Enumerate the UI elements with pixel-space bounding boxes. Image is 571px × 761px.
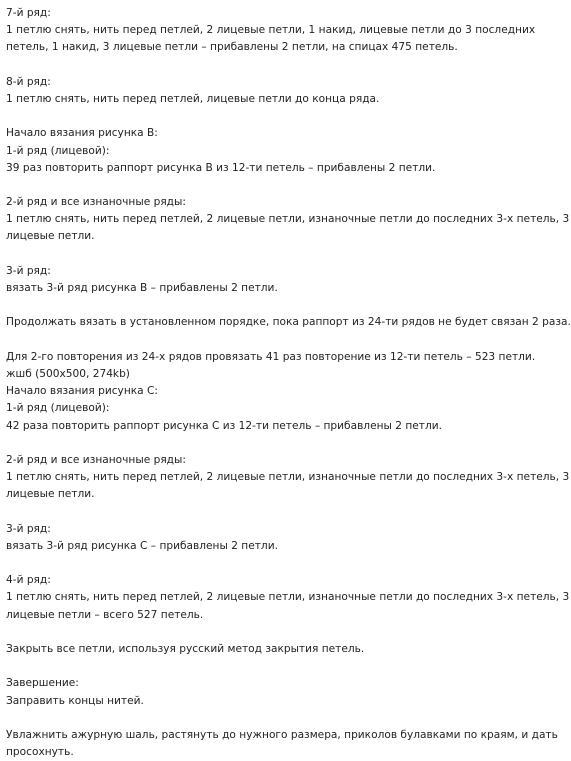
text-line: петель, 1 накид, 3 лицевые петли – прибавлены 2 петли, на спицах 475 петель. (6, 41, 458, 54)
text-line: 1 петлю снять, нить перед петлей, 2 лицевые петли, изнаночные петли до последних 3-х петель, 3 (6, 591, 570, 604)
paragraph-gap (6, 624, 488, 641)
paragraph-gap (6, 177, 488, 194)
text-line: Заправить концы нитей. (6, 694, 144, 707)
paragraph-gap (6, 435, 488, 452)
knitting-instructions-document (6, 5, 571, 761)
paragraph-gap (6, 332, 488, 349)
text-line: вязать 3-й ряд рисунка С – прибавлены 2 петли. (6, 539, 278, 552)
text-line: лицевые петли – всего 527 петель. (6, 608, 204, 621)
text-line: 7-й ряд: (6, 7, 51, 19)
text-line: 4-й ряд: (6, 574, 51, 587)
paragraph-gap (6, 246, 488, 263)
text-line: Завершение: (6, 677, 79, 690)
text-line: 2-й ряд и все изнаночные ряды: (6, 196, 186, 209)
text-line: Закрыть все петли, используя русский метод закрытия петель. (6, 642, 365, 655)
image-caption: жшб (500x500, 274kb) (6, 367, 130, 380)
text-line: Увлажнить ажурную шаль, растянуть до нужного размера, приколов булавками по краям, и дать (6, 728, 558, 741)
text-line: 1-й ряд (лицевой): (6, 402, 110, 415)
paragraph-gap (6, 658, 488, 675)
text-line: 8-й ряд: (6, 75, 51, 88)
text-line: Для 2-го повторения из 24-х рядов провязать 41 раз повторение из 12-ти петель – 523 петли. (6, 350, 536, 363)
text-line: просохнуть. (6, 746, 74, 759)
text-line: 3-й ряд: (6, 522, 51, 535)
text-line: лицевые петли. (6, 488, 95, 501)
text-line: 42 раза повторить раппорт рисунка С из 12-ти петель – прибавлены 2 петли. (6, 419, 443, 432)
paragraph-gap (6, 108, 488, 125)
text-line: 1 петлю снять, нить перед петлей, лицевые петли до конца ряда. (6, 92, 380, 105)
text-line: вязать 3-й ряд рисунка В – прибавлены 2 петли. (6, 282, 278, 294)
text-line: лицевые петли. (6, 230, 95, 243)
paragraph-gap (6, 503, 488, 520)
paragraph-gap (6, 555, 488, 572)
text-line: 3-й ряд: (6, 264, 51, 277)
paragraph-gap (6, 710, 488, 727)
text-line: Начало вязания рисунка В: (6, 127, 158, 140)
text-line: Продолжать вязать в установленном порядке, пока раппорт из 24-ти рядов не будет связан 2 раза. (6, 316, 571, 329)
text-line: 1 петлю снять, нить перед петлей, 2 лицевые петли, изнаночные петли до последних 3-х петель, 3 (6, 213, 570, 226)
text-line: 1-й ряд (лицевой): (6, 144, 110, 157)
text-line: 1 петлю снять, нить перед петлей, 2 лицевые петли, 1 накид, лицевые петли до 3 последних (6, 24, 536, 37)
text-line: 39 раз повторить раппорт рисунка В из 12-ти петель – прибавлены 2 петли. (6, 161, 436, 174)
text-line: 2-й ряд и все изнаночные ряды: (6, 453, 186, 466)
paragraph-gap (6, 57, 488, 74)
text-line: 1 петлю снять, нить перед петлей, 2 лицевые петли, изнаночные петли до последних 3-х петель, 3 (6, 471, 570, 484)
paragraph-gap (6, 297, 488, 314)
text-line: Начало вязания рисунка С: (6, 385, 158, 398)
